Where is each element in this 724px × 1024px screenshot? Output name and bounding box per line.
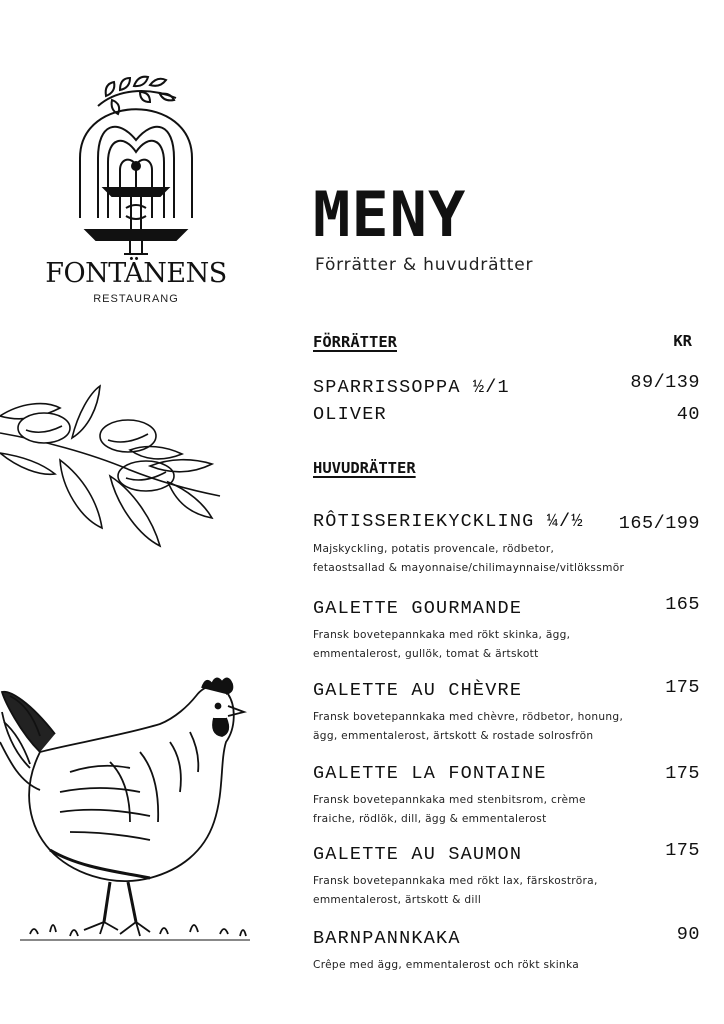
menu-item-description: Fransk bovetepannkaka med rökt skinka, ägg, emmentalerost, gullök, tomat & ärtskott xyxy=(313,629,571,660)
menu-item-name: GALETTE AU SAUMON xyxy=(313,844,523,865)
menu-item-description: Fransk bovetepannkaka med stenbitsrom, crème fraiche, rödlök, dill, ägg & emmentalerost xyxy=(313,794,586,825)
page-subtitle: Förrätter & huvudrätter xyxy=(315,255,534,275)
fountain-logo-icon xyxy=(36,68,246,258)
menu-item-price: 90 xyxy=(676,924,700,945)
page-title: MENY xyxy=(313,178,467,251)
currency-label: KR xyxy=(673,332,692,350)
menu-item-name: OLIVER xyxy=(313,404,387,425)
menu-item-name: GALETTE GOURMANDE xyxy=(313,598,523,619)
menu-item-price: 175 xyxy=(665,677,700,698)
menu-item-name: SPARRISSOPPA ½/1 xyxy=(313,377,510,398)
menu-item-description: Majskyckling, potatis provencale, rödbetor, fetaostsallad & mayonnaise/chilimaynnaise/vitlökssmör xyxy=(313,543,625,574)
brand-subtitle: RESTAURANG xyxy=(93,293,179,305)
menu-item-price: 165 xyxy=(665,594,700,615)
menu-item-description: Fransk bovetepannkaka med rökt lax, färskoströra, emmentalerost, ärtskott & dill xyxy=(313,875,598,906)
brand-name: FONTÄNENS xyxy=(45,258,227,289)
menu-item-name: GALETTE AU CHÈVRE xyxy=(313,680,523,701)
menu-item-price: 175 xyxy=(665,763,700,784)
menu-item-price: 165/199 xyxy=(618,513,700,534)
section-heading-starters: FÖRRÄTTER xyxy=(313,333,397,351)
menu-item-price: 175 xyxy=(665,840,700,861)
menu-item-name: BARNPANNKAKA xyxy=(313,928,461,949)
restaurant-logo xyxy=(36,68,246,318)
menu-item-name: RÔTISSERIEKYCKLING ¼/½ xyxy=(313,511,584,532)
menu-item-name: GALETTE LA FONTAINE xyxy=(313,763,547,784)
menu-item-price: 40 xyxy=(676,404,700,425)
olive-branch-icon xyxy=(0,378,225,553)
menu-item-description: Crêpe med ägg, emmentalerost och rökt skinka xyxy=(313,959,579,971)
menu-item-price: 89/139 xyxy=(630,372,700,393)
menu-item-description: Fransk bovetepannkaka med chèvre, rödbetor, honung, ägg, emmentalerost, ärtskott & rostade solrosfrön xyxy=(313,711,624,742)
hen-illustration-icon xyxy=(0,672,260,952)
section-heading-mains: HUVUDRÄTTER xyxy=(313,459,416,477)
